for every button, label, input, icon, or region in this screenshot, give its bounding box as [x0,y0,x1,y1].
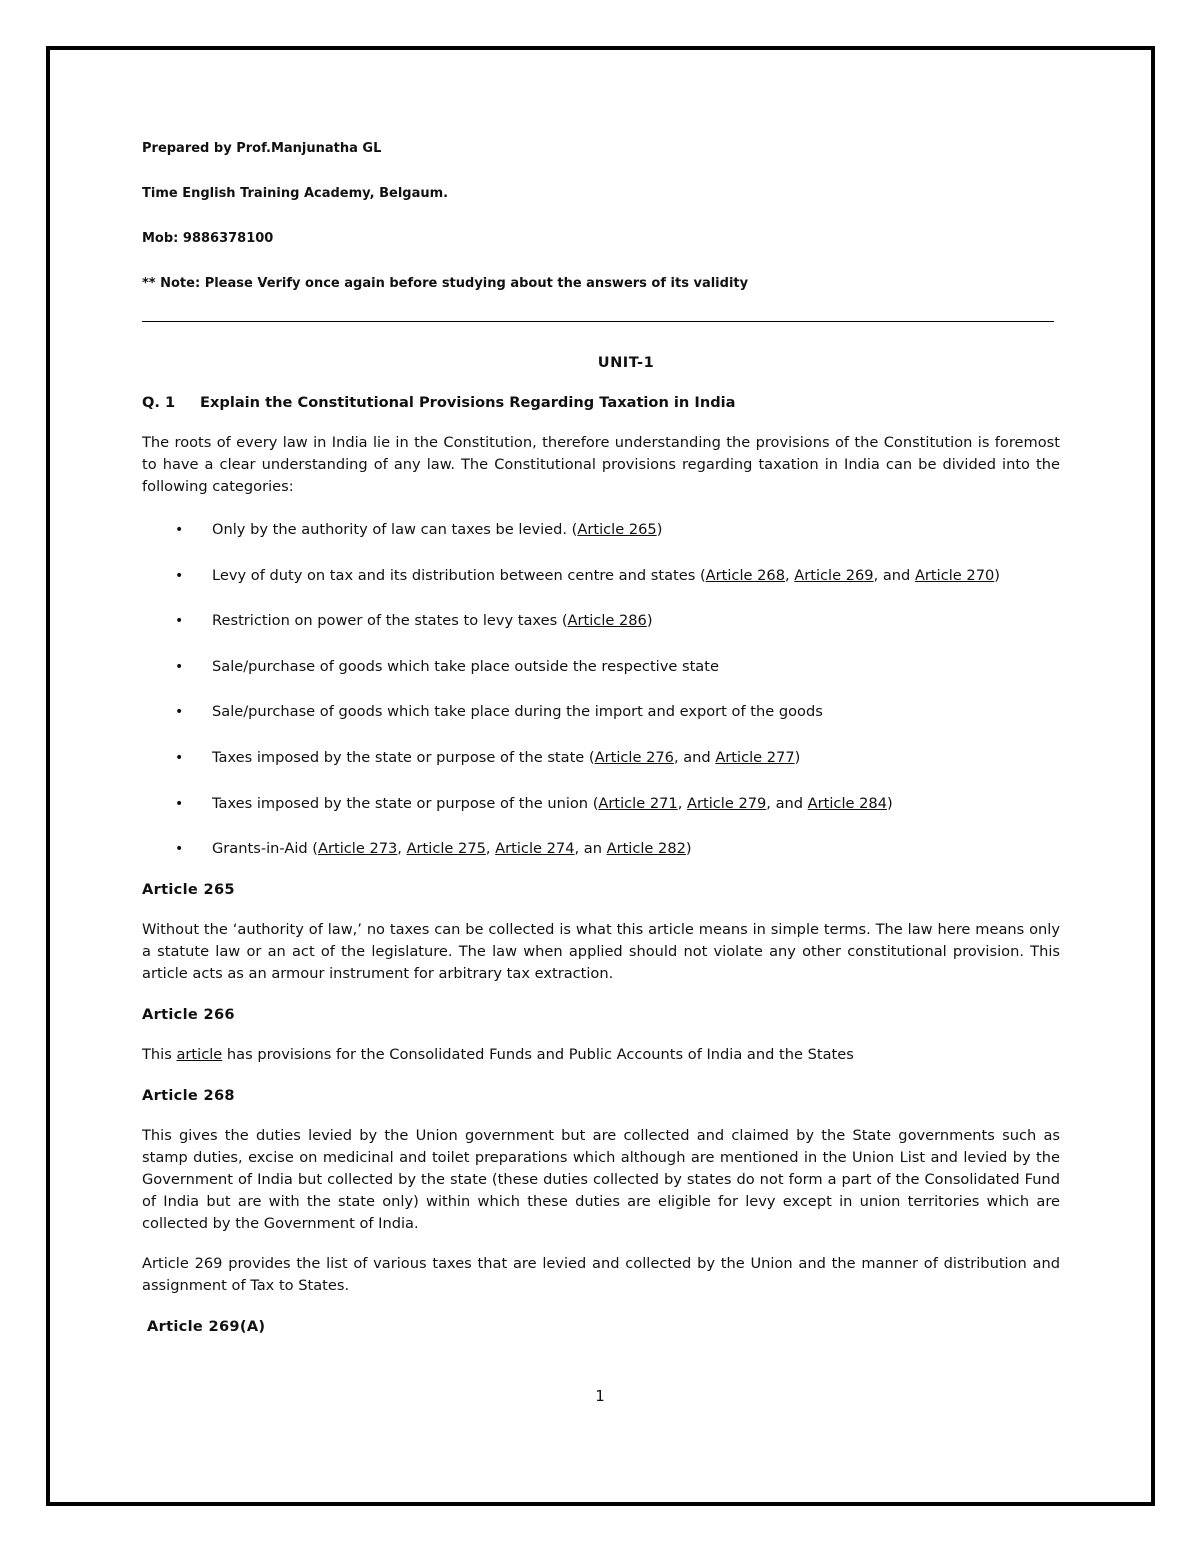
list-item-text: ) [646,612,653,630]
list-item-text: Only by the authority of law can taxes be levied. ( [212,521,578,538]
bullet-icon: • [175,658,184,675]
intro-paragraph: The roots of every law in India lie in the Constitution, therefore understanding the provisions of the Constitution is foremost to have a clear understanding of any law. The Constitutional provisions regarding taxation in India can be divided into the following categories: [142,434,1060,495]
article-268-heading: Article 268 [142,1087,235,1105]
article-link[interactable]: Article 282 [606,840,686,858]
document-body [142,138,1060,1338]
article-266-text: This [142,1046,177,1064]
article-link[interactable]: Article 270 [914,566,995,584]
article-266-body [142,1044,1060,1066]
bullet-icon: • [175,522,184,538]
list-item-text: , [485,840,496,858]
bullet-icon: • [175,841,184,858]
list-item-text: Levy of duty on tax and its distribution between centre and states ( [212,566,706,584]
list-item-text: Restriction on power of the states to levy taxes ( [212,612,568,630]
list-item-text: ) [886,794,893,812]
article-269-body: Article 269 provides the list of various taxes that are levied and collected by the Union and the manner of distribution and assignment of Tax to States. [142,1255,1060,1295]
article-link[interactable]: Article 279 [686,794,767,812]
article-link[interactable]: Article 276 [594,748,674,766]
article-266-heading: Article 266 [142,1006,235,1024]
article-link[interactable]: Article 274 [495,840,575,858]
list-item [142,610,1060,632]
list-item-text: , [397,840,407,858]
list-item [142,565,1060,587]
list-item-text: , [677,794,687,812]
bullet-icon: • [175,704,184,721]
list-item-text: Grants-in-Aid ( [212,840,318,858]
article-link[interactable]: Article 277 [715,748,795,766]
list-item-text: ) [994,566,1000,584]
list-item [142,519,1060,541]
article-265-heading: Article 265 [142,881,235,899]
question-number: Q. 1 [142,394,176,411]
list-item [142,656,1060,678]
article-link[interactable]: article [176,1046,223,1064]
list-item [142,701,1060,723]
list-item-text: , and [766,794,808,812]
bullet-icon: • [175,795,184,812]
article-link[interactable]: Article 284 [807,794,887,812]
bullet-icon: • [175,567,184,584]
unit-title: UNIT-1 [597,354,655,371]
list-item-text: Taxes imposed by the state or purpose of the union ( [212,794,599,812]
list-item [142,793,1060,815]
list-item-text: , and [673,748,716,766]
list-item [142,838,1060,860]
list-item-text: ) [685,840,692,858]
article-link[interactable]: Article 275 [406,840,486,858]
article-link[interactable]: Article 269 [794,566,874,584]
question-heading [142,392,1060,414]
article-link[interactable]: Article 286 [567,612,647,630]
article-266-text: has provisions for the Consolidated Funds and Public Accounts of India and the States [222,1046,854,1064]
list-item-text: , and [873,566,915,584]
list-item-text: ) [794,748,801,766]
list-item-text: Sale/purchase of goods which take place outside the respective state [212,657,719,675]
article-link[interactable]: Article 265 [577,521,657,538]
list-item-text: , [784,566,795,584]
article-268-body: This gives the duties levied by the Union government but are collected and claimed by the State governments such as stamp duties, excise on medicinal and toilet preparations which although are mentioned in the Union List and levied by the Government of India but collected by the state (these duties collected by states do not form a part of the Consolidated Fund of India but are with the state only) within which these duties are eligible for levy except in union territories which are collected by the Government of India. [142,1127,1060,1233]
page-number: 1 [595,1387,605,1405]
academy-name: Time English Training Academy, Belgaum. [142,186,449,201]
list-item-text: , an [574,840,607,858]
bullet-icon: • [175,613,184,630]
list-item-text: Taxes imposed by the state or purpose of the state ( [212,748,595,766]
bullet-icon: • [175,749,184,766]
question-text: Explain the Constitutional Provisions Regarding Taxation in India [200,394,736,411]
article-link[interactable]: Article 273 [317,840,398,858]
article-link[interactable]: Article 268 [705,566,785,584]
list-item-text: Sale/purchase of goods which take place during the import and export of the goods [212,703,823,721]
mobile-number: Mob: 9886378100 [142,231,274,246]
list-item-text: ) [656,521,663,538]
horizontal-rule [142,321,1054,322]
provisions-list [142,519,1060,860]
validity-note: ** Note: Please Verify once again before studying about the answers of its validity [142,276,749,291]
article-265-body: Without the ‘authority of law,’ no taxes can be collected is what this article means in simple terms. The law here means only a statute law or an act of the legislature. The law when applied should not violate any other constitutional provision. This article acts as an armour instrument for arbitrary tax extraction. [142,921,1060,983]
prepared-by: Prepared by Prof.Manjunatha GL [142,141,382,156]
article-link[interactable]: Article 271 [598,794,678,812]
list-item [142,747,1060,769]
article-269a-heading: Article 269(A) [147,1318,266,1336]
